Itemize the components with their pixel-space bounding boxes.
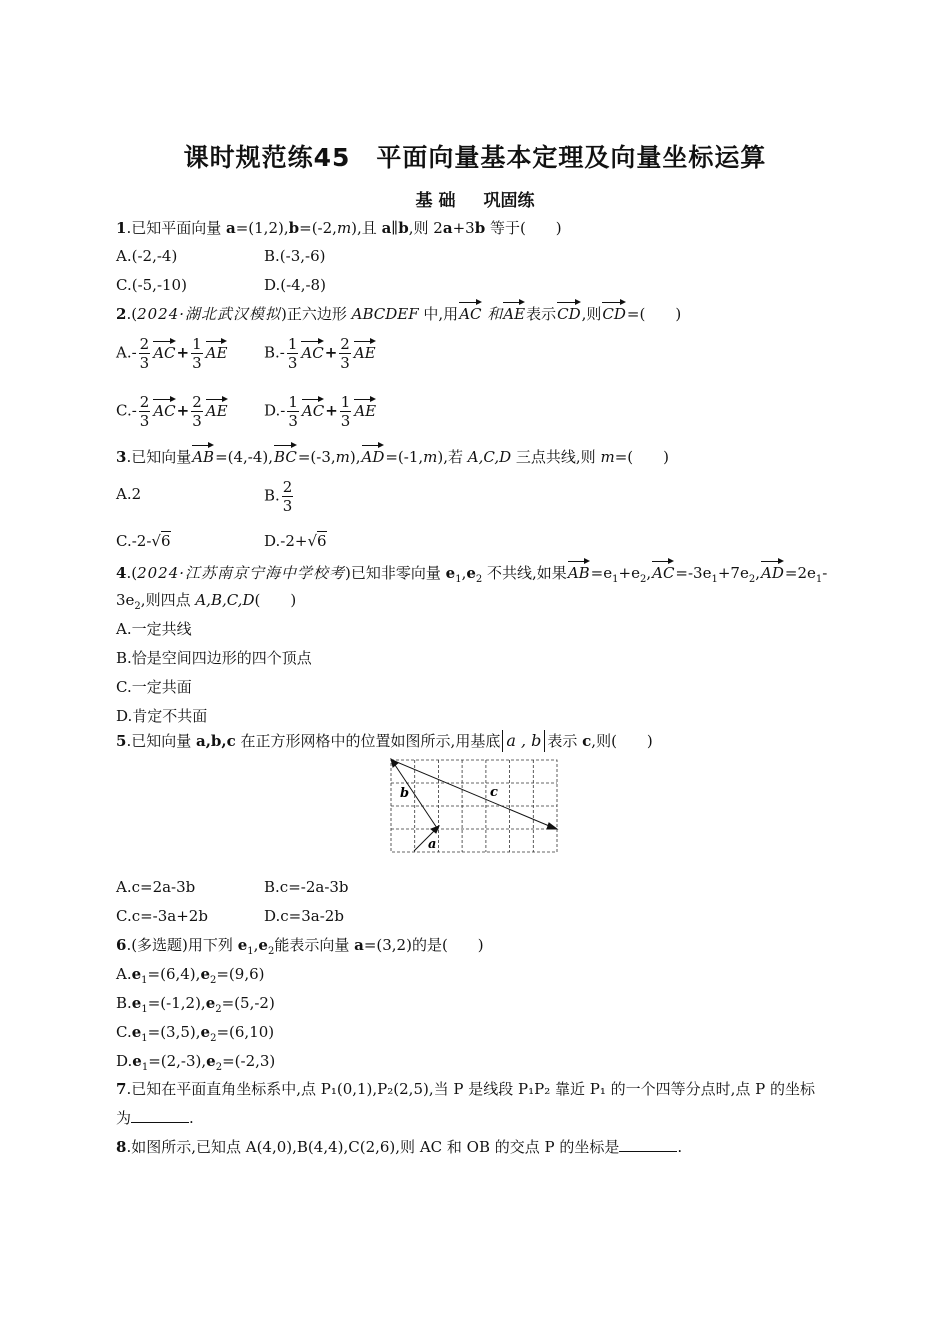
q2-option-b[interactable]: B.- $\frac{1}{3}$ AC+ $\frac{2}{3}$ AE	[264, 335, 376, 372]
q5-option-b[interactable]: B.c=-2a-3b	[264, 878, 349, 896]
q1-option-b[interactable]: B.(-3,-6)	[264, 247, 326, 265]
question-4: 4.(2024·江苏南京宁海中学校考)已知非零向量 $e_1,e_2$ 不共线,如果$AB=e_1+e_2,AC=-3e_1+7e_2,AD=2e_1-$	[116, 558, 827, 591]
answer-blank[interactable]	[131, 1108, 189, 1123]
q6-option-d[interactable]: $D.e_1=(2,-3),e_2=(-2,3)$	[116, 1052, 276, 1073]
question-7: 7.已知在平面直角坐标系中,点 P₁(0,1),P₂(2,5),当 P 是线段 P₁P₂ 靠近 P₁ 的一个四等分点时,点 P 的坐标	[116, 1080, 816, 1098]
label-b: b	[400, 786, 410, 801]
q6-option-b[interactable]: $B.e_1=(-1,2),e_2=(5,-2)$	[116, 994, 275, 1015]
q2-option-a[interactable]: A.- $\frac{2}{3}$ AC+ $\frac{1}{3}$ AE	[116, 335, 228, 372]
vector-grid-figure	[388, 757, 560, 855]
q3-option-b[interactable]: B. $\frac{2}{3}$	[264, 478, 293, 515]
sqrt-icon: √	[307, 532, 318, 550]
question-7-cont: 为 .	[116, 1109, 194, 1127]
q1-option-a[interactable]: A.(-2,-4)	[116, 247, 178, 265]
q2-option-d[interactable]: D.- $\frac{1}{3}$ AC+ $\frac{1}{3}$ AE	[264, 393, 377, 430]
question-4-cont: $3e_2$,则四点 A,B,C,D( )	[116, 591, 297, 612]
question-5: 5.已知向量 a,b,c 在正方形网格中的位置如图所示,用基底 a , b 表示 c,则( )	[116, 731, 653, 750]
q4-option-a[interactable]: A.一定共线	[116, 620, 192, 638]
arrowhead-icon	[431, 826, 439, 833]
vector-c	[392, 760, 554, 828]
q1-option-d[interactable]: D.(-4,-8)	[264, 276, 326, 294]
label-c: c	[490, 785, 498, 800]
q2-option-c[interactable]: C.- $\frac{2}{3}$ AC+ $\frac{2}{3}$ AE	[116, 393, 228, 430]
q4-option-c[interactable]: C.一定共面	[116, 678, 192, 696]
q4-option-b[interactable]: B.恰是空间四边形的四个顶点	[116, 649, 312, 667]
answer-blank[interactable]	[619, 1137, 677, 1152]
q3-option-a[interactable]: A.2	[116, 485, 142, 503]
q5-option-a[interactable]: A.c=2a-3b	[116, 878, 196, 896]
q4-option-d[interactable]: D.肯定不共面	[116, 707, 208, 725]
q5-option-c[interactable]: C.c=-3a+2b	[116, 907, 208, 925]
question-8: 8.如图所示,已知点 A(4,0),B(4,4),C(2,6),则 AC 和 OB 的交点 P 的坐标是 .	[116, 1138, 683, 1156]
question-2: 2.(2024·湖北武汉模拟)正六边形 ABCDEF 中,用AC 和AE表示CD,则CD=( )	[116, 299, 681, 325]
q6-option-c[interactable]: $C.e_1=(3,5),e_2=(6,10)$	[116, 1023, 275, 1044]
label-a: a	[428, 837, 437, 852]
q5-option-d[interactable]: D.c=3a-2b	[264, 907, 344, 925]
page-title: 课时规范练45 平面向量基本定理及向量坐标运算	[183, 143, 767, 172]
q1-option-c[interactable]: C.(-5,-10)	[116, 276, 187, 294]
question-1: 1.已知平面向量 a=(1,2),b=(-2,m),且 a∥b,则 2a+3b 等于( )	[116, 219, 562, 237]
sqrt-icon: √	[151, 532, 161, 550]
question-3: 3.已知向量AB=(4,-4),BC=(-3,m),AD=(-1,m),若 A,C,D 三点共线,则 m=( )	[116, 442, 669, 468]
q6-option-a[interactable]: $A.e_1=(6,4),e_2=(9,6)$	[116, 965, 265, 986]
question-6: 6.(多选题)用下列 $e_1,e_2$能表示向量 a=(3,2)的是( )	[116, 936, 484, 957]
section-subtitle: 基 础 巩固练	[415, 191, 535, 211]
q3-option-c[interactable]: C.-2-√6	[116, 532, 171, 550]
arrowhead-icon	[547, 823, 557, 829]
q3-option-d[interactable]: D.-2+√6	[264, 532, 327, 550]
